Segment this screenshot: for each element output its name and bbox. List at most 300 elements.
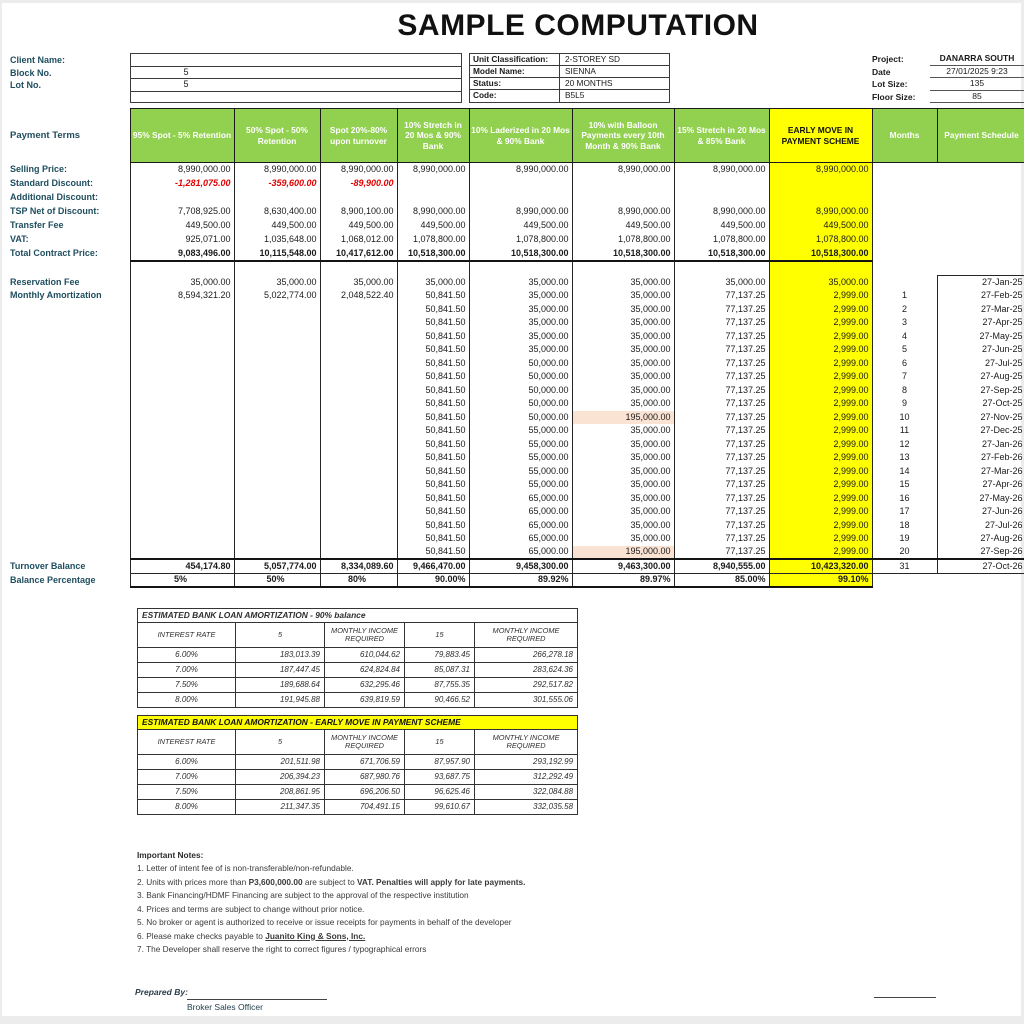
table-cell: ESTIMATED BANK LOAN AMORTIZATION - 90% balance bbox=[138, 609, 578, 623]
table-cell bbox=[320, 505, 397, 519]
table-cell: 9,458,300.00 bbox=[469, 559, 572, 573]
table-cell: 10,518,300.00 bbox=[769, 247, 872, 261]
table-cell: 10,423,320.00 bbox=[769, 559, 872, 573]
table-cell: 77,137.25 bbox=[674, 532, 769, 546]
table-cell: 2,999.00 bbox=[769, 330, 872, 344]
table-row bbox=[138, 799, 578, 814]
table-cell: 10,518,300.00 bbox=[469, 247, 572, 261]
table-cell: 7.50% bbox=[138, 784, 236, 799]
table-cell bbox=[320, 191, 397, 205]
table-cell: 50,841.50 bbox=[397, 343, 469, 357]
table-cell: 27-Feb-25 bbox=[937, 289, 1024, 303]
table-cell: 50,841.50 bbox=[397, 519, 469, 533]
table-cell bbox=[130, 532, 234, 546]
table-cell: 2,048,522.40 bbox=[320, 289, 397, 303]
table-cell bbox=[320, 316, 397, 330]
table-cell: 211,347.35 bbox=[236, 799, 325, 814]
table-cell bbox=[320, 465, 397, 479]
table-cell: 65,000.00 bbox=[469, 546, 572, 560]
table-cell: 50,841.50 bbox=[397, 492, 469, 506]
table-cell: 95% Spot - 5% Retention bbox=[130, 109, 234, 163]
table-cell: 7.50% bbox=[138, 677, 236, 692]
note-item bbox=[137, 876, 607, 890]
table-cell: 77,137.25 bbox=[674, 451, 769, 465]
table-cell: 35,000.00 bbox=[572, 492, 674, 506]
table-cell bbox=[2, 303, 130, 317]
table-row bbox=[2, 451, 1024, 465]
bank-loan-table-early-move-in bbox=[137, 715, 578, 815]
table-cell: 15 bbox=[405, 729, 475, 754]
table-row bbox=[138, 784, 578, 799]
unit-info-box bbox=[469, 53, 670, 103]
table-cell: 1,078,800.00 bbox=[769, 233, 872, 247]
table-cell: 639,819.59 bbox=[325, 692, 405, 707]
note-item bbox=[137, 903, 607, 917]
table-cell bbox=[234, 370, 320, 384]
table-cell: Selling Price: bbox=[10, 164, 68, 174]
table-cell: 8,900,100.00 bbox=[320, 205, 397, 219]
table-cell: 79,883.45 bbox=[405, 647, 475, 662]
table-cell: 2,999.00 bbox=[769, 343, 872, 357]
table-cell: 925,071.00 bbox=[130, 233, 234, 247]
table-cell bbox=[234, 357, 320, 371]
table-cell: 90.00% bbox=[397, 573, 469, 587]
note-text: 1. Letter of intent fee of is non-transferable/non-refundable. bbox=[137, 863, 354, 873]
table-cell: 696,206.50 bbox=[325, 784, 405, 799]
table-cell bbox=[937, 219, 1024, 233]
lot-size-label: Lot Size: bbox=[872, 79, 908, 89]
table-cell: -89,900.00 bbox=[320, 177, 397, 191]
table-cell: 5 bbox=[901, 344, 907, 355]
table-row bbox=[2, 316, 1024, 330]
block-no-label: Block No. bbox=[10, 67, 52, 78]
table-cell: 2,999.00 bbox=[769, 411, 872, 425]
table-row bbox=[138, 677, 578, 692]
table-cell: 2 bbox=[901, 303, 907, 314]
table-cell: 5 bbox=[236, 622, 325, 647]
table-cell bbox=[2, 505, 130, 519]
table-cell: 35,000.00 bbox=[572, 451, 674, 465]
table-cell: Transfer Fee bbox=[10, 220, 64, 230]
table-cell bbox=[2, 370, 130, 384]
table-cell: 10,518,300.00 bbox=[397, 247, 469, 261]
table-cell: 687,980.76 bbox=[325, 769, 405, 784]
table-cell: 77,137.25 bbox=[674, 546, 769, 560]
table-cell: 27-May-26 bbox=[937, 492, 1024, 506]
table-row bbox=[138, 609, 578, 623]
table-cell: 704,491.15 bbox=[325, 799, 405, 814]
table-cell: 2,999.00 bbox=[769, 357, 872, 371]
table-cell bbox=[769, 191, 872, 205]
table-cell: 8,990,000.00 bbox=[674, 163, 769, 177]
table-row bbox=[2, 559, 1024, 573]
table-cell: 8,990,000.00 bbox=[572, 205, 674, 219]
table-cell: 632,295.46 bbox=[325, 677, 405, 692]
table-cell bbox=[2, 316, 130, 330]
table-cell bbox=[397, 261, 469, 276]
project-info-labels bbox=[872, 53, 930, 103]
table-cell: 35,000.00 bbox=[572, 303, 674, 317]
table-cell: 312,292.49 bbox=[475, 769, 578, 784]
lot-no-value: 5 bbox=[183, 79, 189, 89]
table-cell: 35,000.00 bbox=[572, 519, 674, 533]
table-row bbox=[2, 219, 1024, 233]
table-cell: 4 bbox=[901, 330, 907, 341]
table-cell: 35,000.00 bbox=[572, 532, 674, 546]
table-cell: 50,000.00 bbox=[469, 397, 572, 411]
table-cell: 8,990,000.00 bbox=[320, 163, 397, 177]
table-cell: 624,824.84 bbox=[325, 662, 405, 677]
table-cell: 50,000.00 bbox=[469, 411, 572, 425]
table-cell: 35,000.00 bbox=[572, 357, 674, 371]
table-cell: 89.92% bbox=[469, 573, 572, 587]
important-notes bbox=[137, 848, 607, 957]
table-cell: 50,841.50 bbox=[397, 465, 469, 479]
table-cell: 35,000.00 bbox=[572, 505, 674, 519]
table-cell: 7.00% bbox=[138, 662, 236, 677]
table-row bbox=[138, 754, 578, 769]
project-info-values bbox=[930, 53, 1024, 103]
table-cell bbox=[397, 191, 469, 205]
table-cell: 99,610.67 bbox=[405, 799, 475, 814]
table-cell: 35,000.00 bbox=[572, 276, 674, 290]
table-cell bbox=[2, 424, 130, 438]
table-row bbox=[2, 357, 1024, 371]
table-cell bbox=[937, 233, 1024, 247]
table-cell: 27-Jul-26 bbox=[937, 519, 1024, 533]
table-cell bbox=[130, 519, 234, 533]
table-cell: Monthly Amortization bbox=[10, 290, 102, 301]
table-cell: 27-Jun-25 bbox=[937, 343, 1024, 357]
table-cell bbox=[130, 397, 234, 411]
table-cell: 301,555.06 bbox=[475, 692, 578, 707]
note-text: are subject to bbox=[302, 876, 357, 887]
table-cell: 50,841.50 bbox=[397, 451, 469, 465]
table-row bbox=[2, 289, 1024, 303]
table-cell bbox=[2, 384, 130, 398]
note-text: VAT. Penalties will apply for late payments. bbox=[357, 876, 526, 887]
table-cell: 87,755.35 bbox=[405, 677, 475, 692]
table-cell: 5% bbox=[130, 573, 234, 587]
table-cell: 50,841.50 bbox=[397, 330, 469, 344]
table-cell: 50,841.50 bbox=[397, 438, 469, 452]
table-cell: 77,137.25 bbox=[674, 316, 769, 330]
table-cell: 27-Jan-25 bbox=[937, 276, 1024, 290]
table-cell: 9 bbox=[901, 398, 907, 409]
table-cell: 80% bbox=[320, 573, 397, 587]
table-cell bbox=[769, 261, 872, 276]
table-cell bbox=[2, 532, 130, 546]
table-cell: 191,945.88 bbox=[236, 692, 325, 707]
table-cell: 77,137.25 bbox=[674, 438, 769, 452]
note-text: Juanito King & Sons, Inc. bbox=[265, 930, 366, 941]
table-cell: 20 bbox=[899, 546, 910, 557]
table-row bbox=[138, 662, 578, 677]
floor-size-value: 85 bbox=[930, 91, 1024, 104]
table-cell bbox=[234, 465, 320, 479]
table-cell: 27-Oct-26 bbox=[937, 559, 1024, 573]
table-cell bbox=[397, 177, 469, 191]
table-row bbox=[2, 492, 1024, 506]
table-cell: 7 bbox=[901, 371, 907, 382]
table-cell: Total Contract Price: bbox=[10, 248, 98, 258]
table-cell: 206,394.23 bbox=[236, 769, 325, 784]
table-cell: 27-Oct-25 bbox=[937, 397, 1024, 411]
table-cell bbox=[320, 546, 397, 560]
table-cell: 77,137.25 bbox=[674, 357, 769, 371]
table-cell bbox=[320, 411, 397, 425]
table-row bbox=[138, 622, 578, 647]
table-cell: 35,000.00 bbox=[469, 276, 572, 290]
table-cell: EARLY MOVE IN PAYMENT SCHEME bbox=[769, 109, 872, 163]
table-cell: 50,000.00 bbox=[469, 370, 572, 384]
table-cell: 77,137.25 bbox=[674, 330, 769, 344]
table-cell: 8,990,000.00 bbox=[572, 163, 674, 177]
table-cell bbox=[234, 532, 320, 546]
table-cell: 2,999.00 bbox=[769, 505, 872, 519]
table-cell: 35,000.00 bbox=[769, 276, 872, 290]
table-cell: 1,078,800.00 bbox=[397, 233, 469, 247]
table-cell bbox=[130, 330, 234, 344]
table-cell: 8,940,555.00 bbox=[674, 559, 769, 573]
client-name-field bbox=[131, 54, 461, 67]
table-cell: 7.00% bbox=[138, 769, 236, 784]
table-cell: 2,999.00 bbox=[769, 492, 872, 506]
table-cell: 2,999.00 bbox=[769, 546, 872, 560]
table-cell bbox=[234, 397, 320, 411]
table-row bbox=[2, 465, 1024, 479]
prepared-by-label: Prepared By: bbox=[135, 987, 188, 997]
table-cell: 1,035,648.00 bbox=[234, 233, 320, 247]
table-cell: 449,500.00 bbox=[397, 219, 469, 233]
table-cell: 2,999.00 bbox=[769, 303, 872, 317]
table-row bbox=[2, 177, 1024, 191]
table-cell bbox=[2, 397, 130, 411]
client-fields-box bbox=[130, 53, 462, 103]
table-row bbox=[2, 247, 1024, 261]
table-cell bbox=[234, 478, 320, 492]
table-cell: 27-Aug-25 bbox=[937, 370, 1024, 384]
table-cell bbox=[130, 191, 234, 205]
table-cell: 8,990,000.00 bbox=[397, 205, 469, 219]
table-cell: 50,841.50 bbox=[397, 411, 469, 425]
table-row bbox=[2, 343, 1024, 357]
table-cell: 449,500.00 bbox=[572, 219, 674, 233]
table-cell bbox=[130, 424, 234, 438]
table-row bbox=[2, 573, 1024, 587]
blank-field bbox=[131, 92, 461, 105]
table-cell bbox=[130, 465, 234, 479]
table-cell bbox=[2, 261, 130, 276]
table-row bbox=[2, 261, 1024, 276]
table-row bbox=[2, 109, 1024, 163]
table-cell bbox=[320, 532, 397, 546]
table-cell: 35,000.00 bbox=[572, 370, 674, 384]
table-cell: 35,000.00 bbox=[572, 289, 674, 303]
table-cell bbox=[572, 177, 674, 191]
table-cell: 77,137.25 bbox=[674, 519, 769, 533]
table-cell: 5,022,774.00 bbox=[234, 289, 320, 303]
table-row bbox=[138, 769, 578, 784]
code-label: Code: bbox=[470, 90, 560, 102]
table-cell: 65,000.00 bbox=[469, 505, 572, 519]
table-cell: 10,417,612.00 bbox=[320, 247, 397, 261]
table-cell: 55,000.00 bbox=[469, 451, 572, 465]
table-cell bbox=[234, 438, 320, 452]
table-cell: 3 bbox=[901, 317, 907, 328]
table-cell bbox=[130, 505, 234, 519]
table-cell: 195,000.00 bbox=[572, 546, 674, 560]
table-cell: 77,137.25 bbox=[674, 411, 769, 425]
table-cell: 27-Feb-26 bbox=[937, 451, 1024, 465]
table-cell: 27-Jul-25 bbox=[937, 357, 1024, 371]
table-cell: 8,594,321.20 bbox=[130, 289, 234, 303]
table-cell: 35,000.00 bbox=[469, 343, 572, 357]
table-cell: 35,000.00 bbox=[674, 276, 769, 290]
table-cell bbox=[130, 451, 234, 465]
table-cell: 2,999.00 bbox=[769, 316, 872, 330]
table-cell: 50,841.50 bbox=[397, 289, 469, 303]
table-cell bbox=[872, 219, 937, 233]
table-cell: 2,999.00 bbox=[769, 465, 872, 479]
signature-role-label: Broker Sales Officer bbox=[187, 1002, 263, 1012]
table-cell: 27-Apr-25 bbox=[937, 316, 1024, 330]
table-cell: TSP Net of Discount: bbox=[10, 206, 100, 216]
table-row bbox=[2, 478, 1024, 492]
table-row bbox=[138, 716, 578, 730]
model-name-value: SIENNA bbox=[560, 66, 669, 78]
table-cell bbox=[130, 357, 234, 371]
table-cell bbox=[320, 492, 397, 506]
table-cell: 35,000.00 bbox=[572, 478, 674, 492]
table-cell: 55,000.00 bbox=[469, 465, 572, 479]
table-row bbox=[2, 191, 1024, 205]
table-cell bbox=[2, 438, 130, 452]
code-value: B5L5 bbox=[565, 90, 585, 100]
table-cell: MONTHLY INCOME REQUIRED bbox=[325, 622, 405, 647]
table-cell: 7,708,925.00 bbox=[130, 205, 234, 219]
table-cell bbox=[234, 316, 320, 330]
table-cell bbox=[872, 276, 937, 290]
table-row bbox=[2, 532, 1024, 546]
table-cell: 77,137.25 bbox=[674, 343, 769, 357]
table-cell: 50,841.50 bbox=[397, 532, 469, 546]
table-cell: 283,624.36 bbox=[475, 662, 578, 677]
table-cell bbox=[234, 261, 320, 276]
table-cell bbox=[320, 519, 397, 533]
table-cell: 8.00% bbox=[138, 799, 236, 814]
table-cell bbox=[872, 205, 937, 219]
table-cell bbox=[2, 546, 130, 560]
table-cell: 35,000.00 bbox=[572, 438, 674, 452]
table-cell: 27-Sep-26 bbox=[937, 546, 1024, 560]
table-cell: 449,500.00 bbox=[320, 219, 397, 233]
table-cell: 50,841.50 bbox=[397, 478, 469, 492]
table-cell: 183,013.39 bbox=[236, 647, 325, 662]
unit-classification-value: 2-STOREY SD bbox=[560, 54, 669, 66]
table-cell bbox=[872, 177, 937, 191]
table-cell: MONTHLY INCOME REQUIRED bbox=[475, 622, 578, 647]
table-cell: 322,084.88 bbox=[475, 784, 578, 799]
table-cell: 1,078,800.00 bbox=[469, 233, 572, 247]
table-cell: 8,630,400.00 bbox=[234, 205, 320, 219]
table-cell: 16 bbox=[899, 492, 910, 503]
table-cell: 50,841.50 bbox=[397, 303, 469, 317]
table-cell bbox=[2, 357, 130, 371]
note-text: 2. Units with prices more than bbox=[137, 876, 249, 887]
table-cell bbox=[234, 303, 320, 317]
table-cell: 12 bbox=[899, 438, 910, 449]
table-cell bbox=[320, 370, 397, 384]
table-cell: 2,999.00 bbox=[769, 289, 872, 303]
table-cell bbox=[937, 247, 1024, 261]
table-cell: 35,000.00 bbox=[469, 289, 572, 303]
table-cell: 10% with Balloon Payments every 10th Month & 90% Bank bbox=[572, 109, 674, 163]
note-item bbox=[137, 889, 607, 903]
note-text: P3,600,000.00 bbox=[248, 876, 303, 887]
table-cell bbox=[872, 163, 937, 177]
note-text: 5. No broker or agent is authorized to receive or issue receipts for payments in behalf of the developer bbox=[137, 917, 512, 927]
table-cell: 50,841.50 bbox=[397, 357, 469, 371]
table-cell: 2,999.00 bbox=[769, 532, 872, 546]
table-cell bbox=[130, 438, 234, 452]
table-cell: 449,500.00 bbox=[469, 219, 572, 233]
table-cell: 27-Mar-26 bbox=[937, 465, 1024, 479]
table-cell: 27-May-25 bbox=[937, 330, 1024, 344]
table-cell: Additional Discount: bbox=[10, 192, 98, 202]
table-cell: 50,841.50 bbox=[397, 370, 469, 384]
table-cell: 35,000.00 bbox=[397, 276, 469, 290]
lot-no-label: Lot No. bbox=[10, 80, 41, 90]
client-info-labels bbox=[10, 53, 128, 103]
table-row bbox=[2, 519, 1024, 533]
table-cell bbox=[2, 465, 130, 479]
table-cell: 10,115,548.00 bbox=[234, 247, 320, 261]
table-cell: 292,517.82 bbox=[475, 677, 578, 692]
table-cell bbox=[130, 316, 234, 330]
table-cell bbox=[320, 343, 397, 357]
table-cell: INTEREST RATE bbox=[138, 622, 236, 647]
table-cell bbox=[937, 261, 1024, 276]
table-cell: 671,706.59 bbox=[325, 754, 405, 769]
table-cell bbox=[234, 492, 320, 506]
table-cell: 8,990,000.00 bbox=[469, 205, 572, 219]
table-cell: 5 bbox=[236, 729, 325, 754]
table-cell: 5,057,774.00 bbox=[234, 559, 320, 573]
table-cell: 8,990,000.00 bbox=[674, 205, 769, 219]
table-cell bbox=[130, 370, 234, 384]
table-cell: 77,137.25 bbox=[674, 289, 769, 303]
table-cell bbox=[234, 519, 320, 533]
table-row bbox=[138, 692, 578, 707]
table-cell: 15% Stretch in 20 Mos & 85% Bank bbox=[674, 109, 769, 163]
table-cell: 50,841.50 bbox=[397, 397, 469, 411]
table-cell: 55,000.00 bbox=[469, 438, 572, 452]
block-no-field bbox=[131, 67, 461, 80]
table-row bbox=[2, 330, 1024, 344]
table-cell: 35,000.00 bbox=[572, 424, 674, 438]
table-cell: 187,447.45 bbox=[236, 662, 325, 677]
table-cell: 90,466.52 bbox=[405, 692, 475, 707]
table-cell bbox=[130, 384, 234, 398]
table-cell: 35,000.00 bbox=[469, 316, 572, 330]
table-cell: 77,137.25 bbox=[674, 303, 769, 317]
table-cell bbox=[872, 233, 937, 247]
table-cell: VAT: bbox=[10, 234, 29, 244]
table-row bbox=[2, 276, 1024, 290]
table-cell bbox=[2, 478, 130, 492]
table-cell: 1,078,800.00 bbox=[572, 233, 674, 247]
